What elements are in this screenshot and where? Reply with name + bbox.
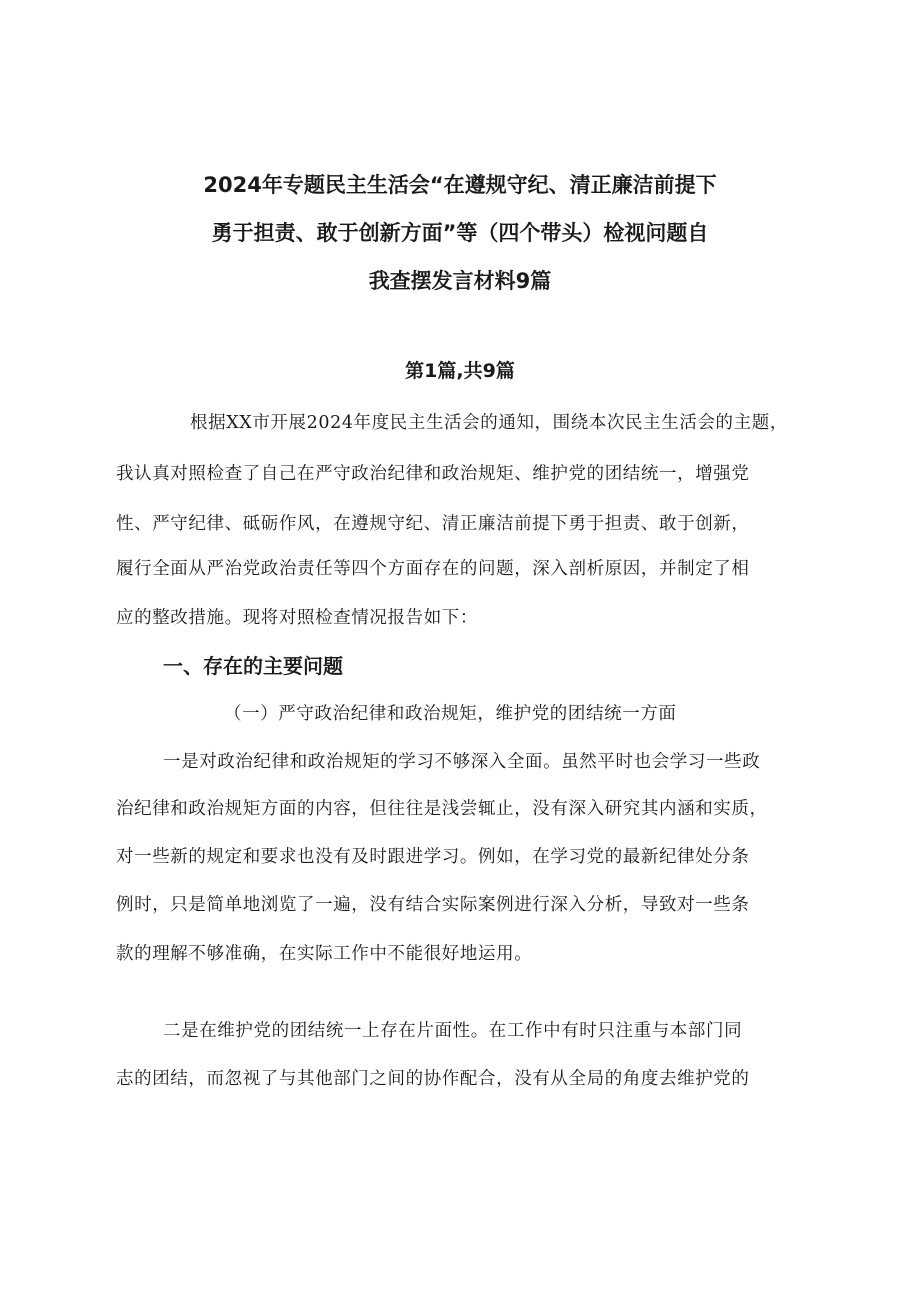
paragraph-line: 应的整改措施。现将对照检查情况报告如下： [116, 608, 478, 628]
paragraph-line: 对一些新的规定和要求也没有及时跟进学习。例如，在学习党的最新纪律处分条 [116, 847, 750, 867]
paragraph-line: 性、严守纪律、砥砺作风，在遵规守纪、清正廉洁前提下勇于担责、敢于创新， [116, 514, 750, 534]
paragraph-line: 我认真对照检查了自己在严守政治纪律和政治规矩、维护党的团结统一，增强党 [116, 464, 750, 484]
paragraph-line: 一是对政治纪律和政治规矩的学习不够深入全面。虽然平时也会学习一些政 [163, 752, 761, 772]
paragraph-line: 志的团结，而忽视了与其他部门之间的协作配合，没有从全局的角度去维护党的 [116, 1069, 750, 1089]
paragraph-line: 履行全面从严治党政治责任等四个方面存在的问题，深入剖析原因，并制定了相 [116, 559, 750, 579]
paragraph-line: 例时，只是简单地浏览了一遍，没有结合实际案例进行深入分析，导致对一些条 [116, 895, 750, 915]
document-title [150, 166, 770, 300]
paragraph-line: 根据XX市开展2024年度民主生活会的通知，围绕本次民主生活会的主题， [190, 413, 788, 433]
title-line: 我查摆发言材料9篇 [368, 269, 552, 293]
title-line: 2024年专题民主生活会“在遵规守纪、清正廉洁前提下 [203, 173, 717, 197]
paragraph-line: 治纪律和政治规矩方面的内容，但往往是浅尝辄止，没有深入研究其内涵和实质， [116, 799, 768, 819]
section-heading: 一、存在的主要问题 [163, 654, 343, 678]
title-line: 勇于担责、敢于创新方面”等（四个带头）检视问题自 [211, 221, 709, 245]
paragraph-line: 二是在维护党的团结统一上存在片面性。在工作中有时只注重与本部门同 [163, 1021, 743, 1041]
part-label: 第1篇,共9篇 [405, 360, 515, 382]
paragraph-line: 款的理解不够准确，在实际工作中不能很好地运用。 [116, 944, 533, 964]
subsection-heading: （一）严守政治纪律和政治规矩，维护党的团结统一方面 [224, 704, 677, 724]
